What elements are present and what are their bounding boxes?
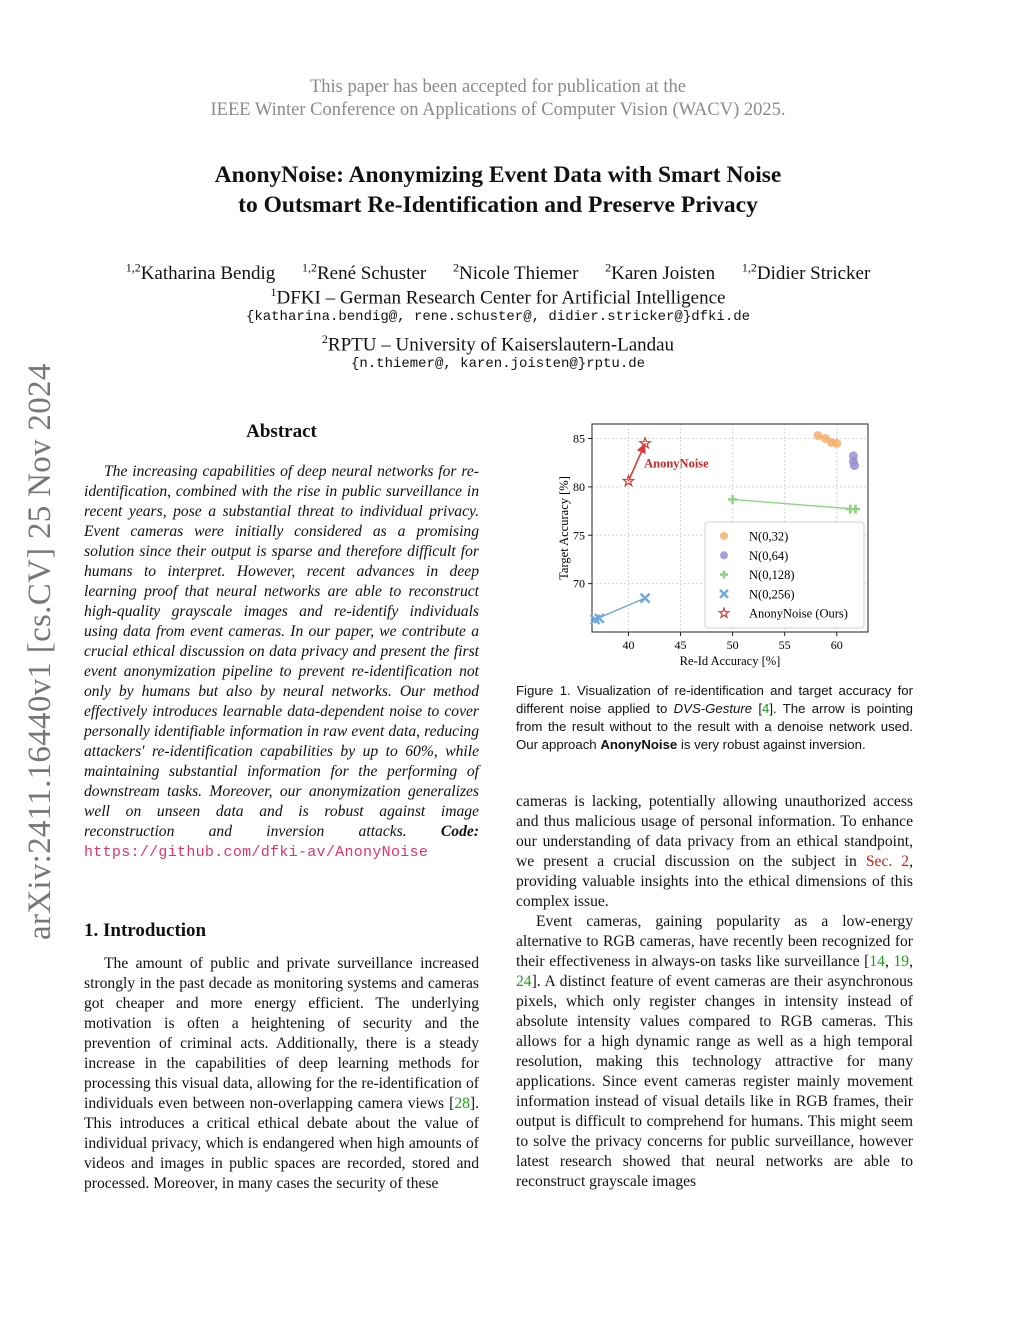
data-point <box>728 495 737 504</box>
citation-link[interactable]: 24 <box>516 973 532 990</box>
y-tick-label: 85 <box>573 431 585 446</box>
code-link[interactable]: https://github.com/dfki-av/AnonyNoise <box>84 844 429 861</box>
y-axis-label: Target Accuracy [%] <box>557 476 571 580</box>
right-column-body: cameras is lacking, potentially allowing unauthorized access and thus malicious usage of personal information. To enhance our understanding of data privacy from an ethical standpoint, we present a crucial discussion on the subject in Sec. 2, providing valuable insights into the ethical dimensions of this complex issue. Event cameras, gaining popularity as a low-energy alternative to RGB cameras, have recently been recognized for their effectiveness in always-on tasks like surveillance [14, 19, 24]. A distinct feature of event cameras are their asynchronous pixels, which only register changes in intensity instead of absolute intensity values compared to RGB cameras. This allows for a high dynamic range as well as a high temporal resolution, making this technology attractive for many applications. Since event cameras register mainly movement information instead of visual details like in RGB frames, their output is difficult to comprehend for humans. This might seem to solve the privacy concerns for public surveillance, however latest research showed that neural networks are able to reconstruct grayscale images <box>516 793 914 1190</box>
introduction-body: The amount of public and private surveillance increased strongly in the past decade as monitoring systems and cameras got cheaper and more energy efficient. The underlying motivation is often a heightening of security and the prevention of criminal acts. Additionally, there is a steady increase in the capabilities of deep learning methods for processing this visual data, allowing for the re-identification of individuals even between non-overlapping camera views [28]. This introduces a critical ethical debate about the value of individual privacy, which is endangered when high amounts of videos and images in public spaces are recorded, stored and processed. Moreover, in many cases the security of these <box>84 955 479 1192</box>
legend-label: N(0,128) <box>749 568 795 583</box>
author: $^{1,2}$Katharina Bendig <box>125 261 276 285</box>
section-heading-introduction: 1. Introduction <box>84 920 207 941</box>
x-tick-label: 60 <box>830 638 843 652</box>
chart-legend <box>705 522 864 628</box>
author: $^2$Karen Joisten <box>605 261 716 285</box>
affiliation-2-emails: {n.thiemer@, karen.joisten@}rptu.de <box>350 356 646 372</box>
affiliation-1-emails: {katharina.bendig@, rene.schuster@, didier.stricker@}dfki.de <box>245 309 751 325</box>
legend-label: N(0,32) <box>749 529 789 544</box>
section-reference-link[interactable]: Sec. 2 <box>865 853 910 870</box>
data-point <box>832 439 841 448</box>
legend-marker <box>720 551 728 559</box>
caption-dataset: DVS-Gesture <box>673 701 753 716</box>
figure-1-caption: Figure 1. Visualization of re-identification and target accuracy for different noise applied to DVS-Gesture [4]. The arrow is pointing from the result without to the result with a denoise network used. Our approach AnonyNoise is very robust against inversion. <box>516 683 913 752</box>
x-axis-label: Re-Id Accuracy [%] <box>679 654 781 668</box>
abstract-body <box>84 462 479 863</box>
legend-label: AnonyNoise (Ours) <box>749 606 848 621</box>
citation-link[interactable]: 4 <box>762 701 770 716</box>
y-tick-label: 75 <box>573 528 585 543</box>
title-line-1: AnonyNoise: Anonymizing Event Data with Smart Noise <box>214 162 782 188</box>
citation-link[interactable]: 28 <box>454 1095 470 1112</box>
title-line-2: to Outsmart Re-Identification and Preserve Privacy <box>238 192 758 218</box>
citation-link[interactable]: 19 <box>893 953 910 970</box>
paper-title <box>0 160 996 220</box>
legend-marker <box>720 532 728 540</box>
x-tick-label: 50 <box>726 638 739 652</box>
y-tick-label: 80 <box>573 479 585 494</box>
figure-1-chart <box>516 416 913 671</box>
publication-notice <box>0 76 996 122</box>
legend-label: N(0,256) <box>749 587 795 602</box>
author: $^{1,2}$Didier Stricker <box>741 261 871 285</box>
affiliation-2: $^2$RPTU – University of Kaiserslautern-Landau <box>321 332 675 356</box>
data-point <box>850 461 859 470</box>
legend-label: N(0,64) <box>749 548 789 563</box>
data-point <box>641 594 650 603</box>
code-label: Code: <box>440 823 480 840</box>
abstract-heading: Abstract <box>246 421 317 442</box>
affiliation-1: $^1$DFKI – German Research Center for Artificial Intelligence <box>270 285 726 309</box>
abstract-text: The increasing capabilities of deep neural networks for re-identification, combined with the rise in public surveillance in recent years, pose a substantial threat to individual privacy. Event cameras were initially considered as a promising solution since their output is sparse and therefore difficult for humans to interpret. However, recent advances in deep learning proof that neural networks are able to reconstruct high-quality grayscale images and re-identify individuals using data from event cameras. In our paper, we contribute a crucial ethical discussion on data privacy and present the first event anonymization pipeline to prevent re-identification not only by humans but also by neural networks. Our method effectively introduces learnable data-dependent noise to cover personally identifiable information in raw event data, reducing attackers' re-identification capabilities by up to 60%, while maintaining substantial information for the performing of downstream tasks. Moreover, our anonymization generalizes well on unseen data and is robust against image reconstruction and inversion attacks. <box>84 463 479 840</box>
y-tick-label: 70 <box>573 576 585 591</box>
data-point <box>640 438 650 448</box>
citation-link[interactable]: 14 <box>869 953 885 970</box>
data-point <box>851 505 860 514</box>
author: $^{1,2}$René Schuster <box>302 261 427 285</box>
x-tick-label: 55 <box>778 638 791 652</box>
notice-line-2: IEEE Winter Conference on Applications of Computer Vision (WACV) 2025. <box>210 100 786 120</box>
arxiv-identifier: arXiv:2411.16440v1 [cs.CV] 25 Nov 2024 <box>22 363 58 940</box>
x-tick-label: 45 <box>674 638 687 652</box>
notice-line-1: This paper has been accepted for publication at the <box>309 77 686 97</box>
x-tick-label: 40 <box>622 638 635 652</box>
anonynoise-annotation: AnonyNoise <box>644 456 709 471</box>
author: $^2$Nicole Thiemer <box>452 261 579 285</box>
caption-method: AnonyNoise <box>600 737 678 752</box>
series-arrow <box>628 443 645 481</box>
